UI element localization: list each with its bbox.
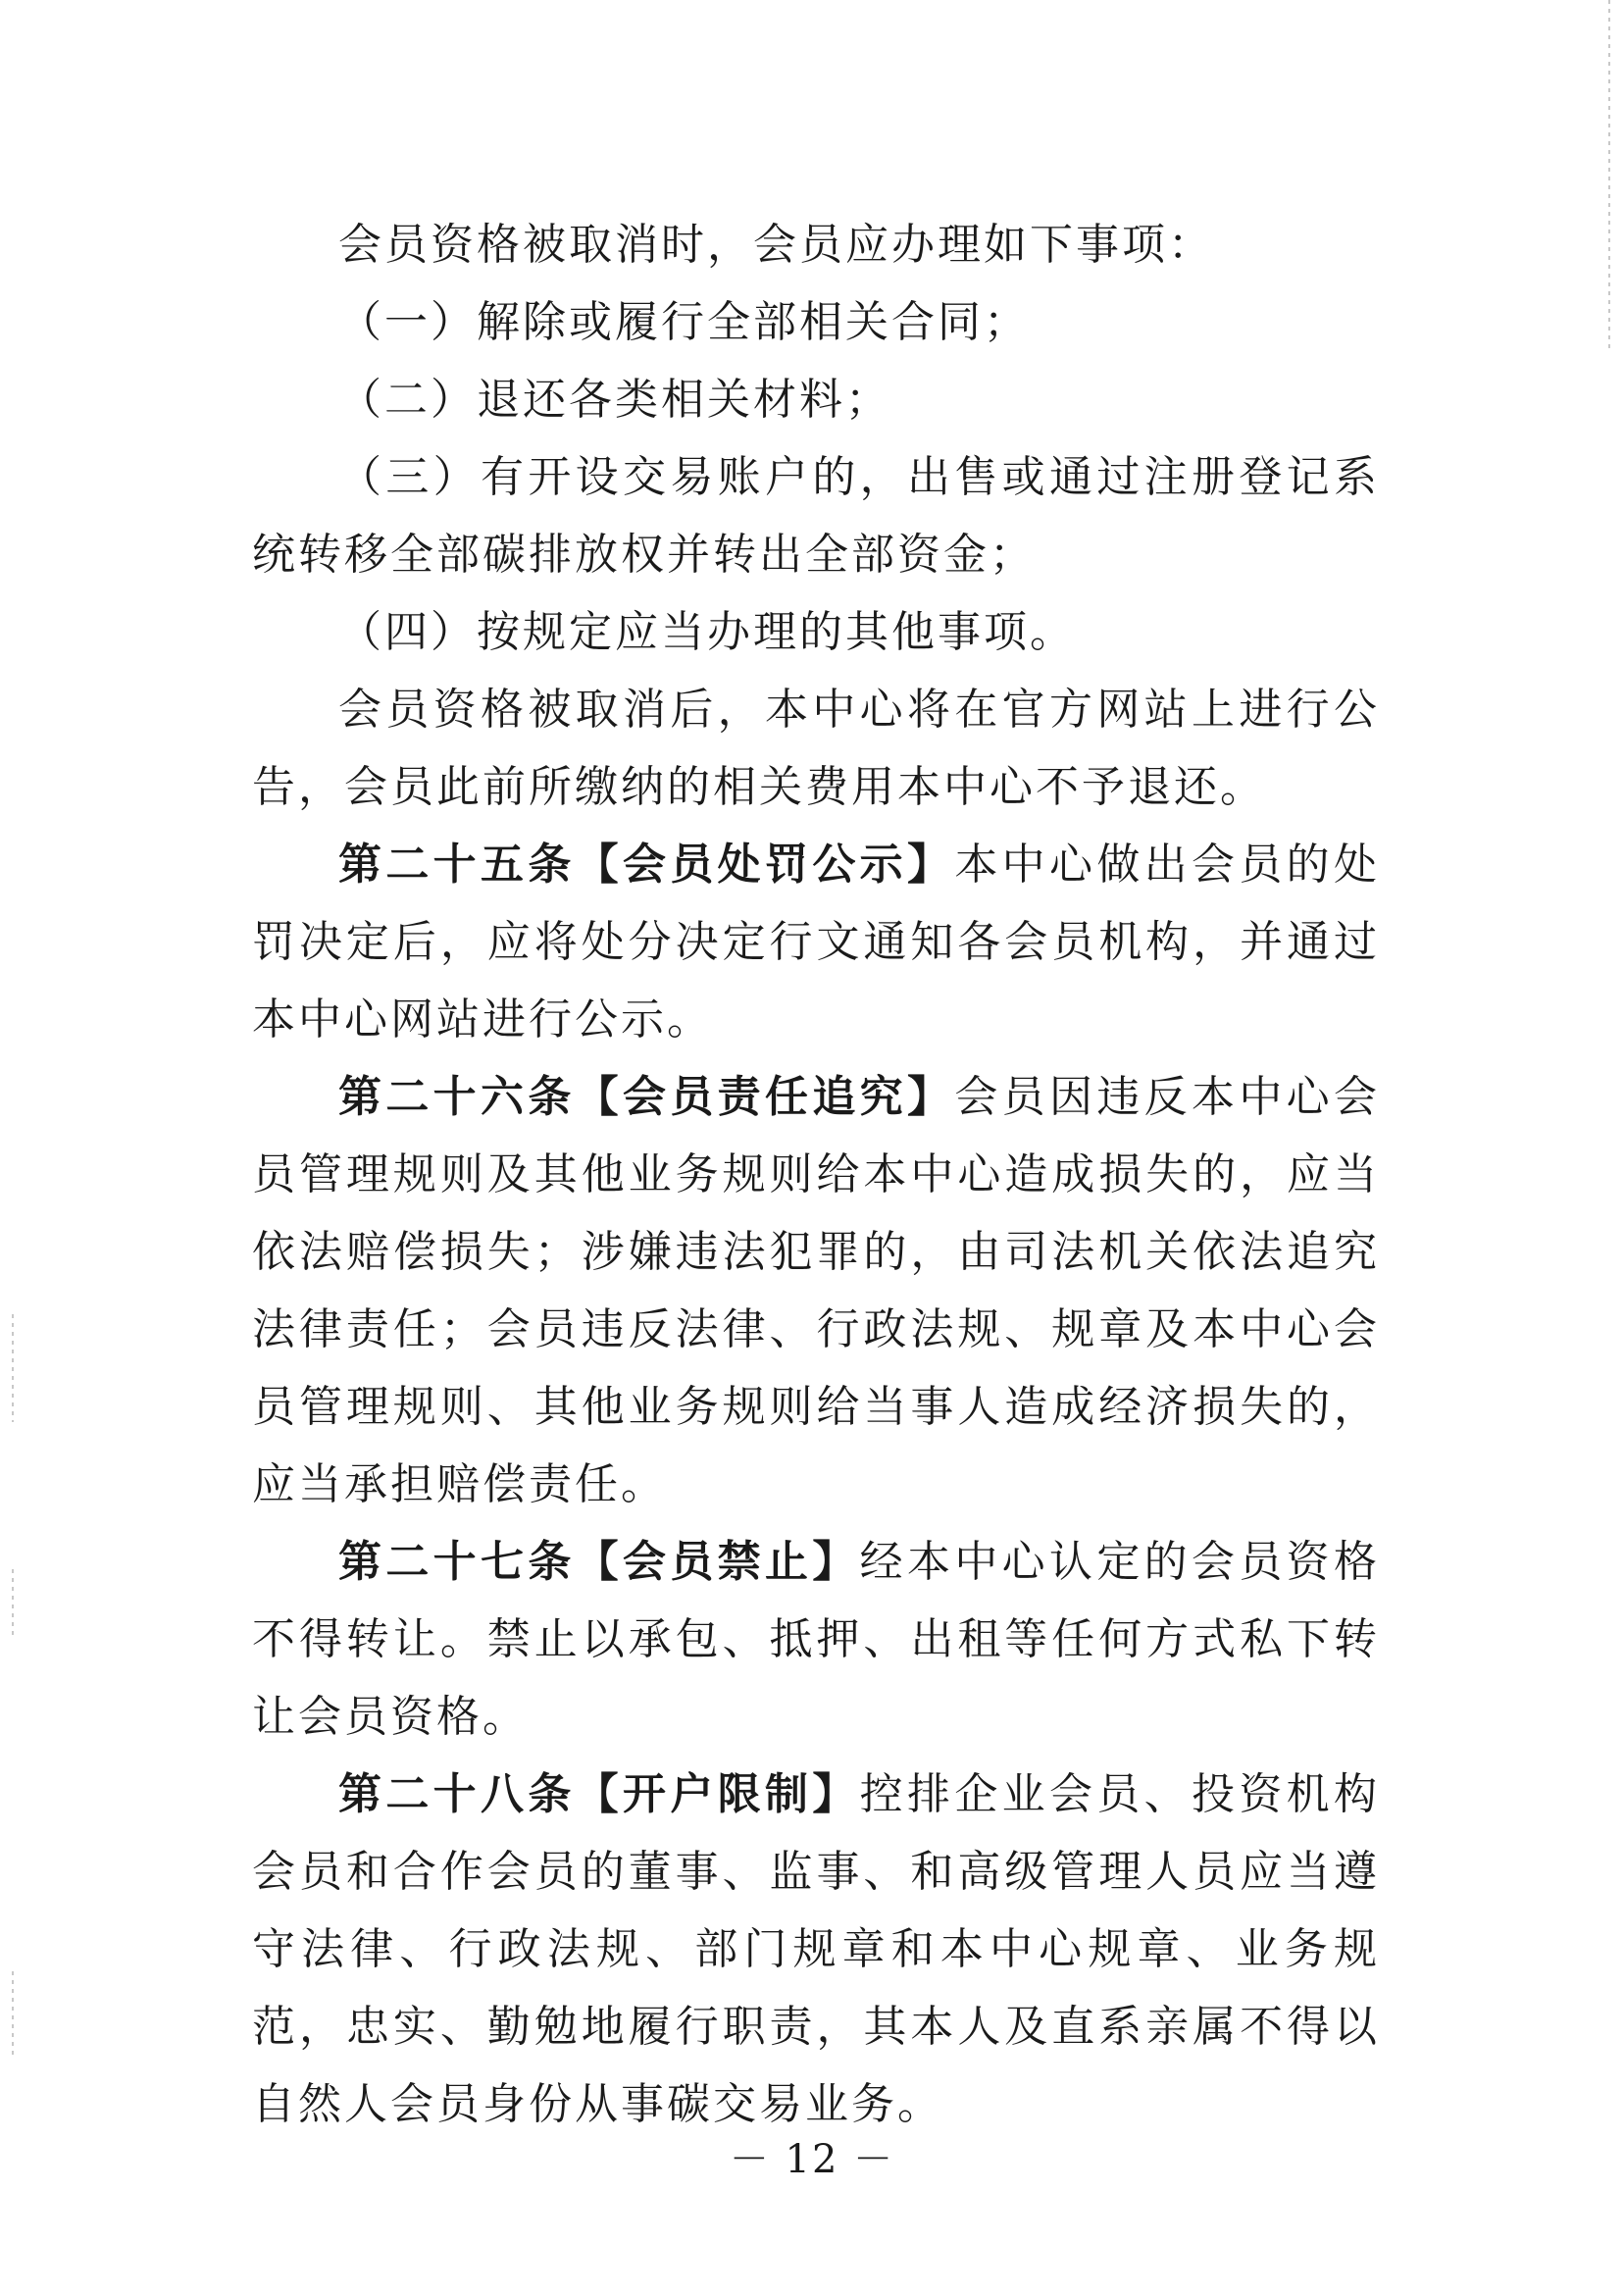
paragraph-text: 经本中心认定的会员资格不得转让。禁止以承包、抵押、出租等任何方式私下转让会员资格。	[252, 1537, 1381, 1742]
paragraph-text: 会员资格被取消后，本中心将在官方网站上进行公告，会员此前所缴纳的相关费用本中心不予退还。	[252, 685, 1380, 812]
scan-edge-mark	[12, 1314, 14, 1422]
paragraph-item-1	[252, 283, 1380, 361]
paragraph-text: 控排企业会员、投资机构会员和合作会员的董事、监事、和高级管理人员应当遵守法律、行政法规、部门规章和本中心规章、业务规范，忠实、勤勉地履行职责，其本人及直系亲属不得以自然人会员身份从事碳交易业务。	[252, 1769, 1381, 2129]
scan-edge-mark	[12, 1569, 14, 1638]
paragraph-text: 会员资格被取消时，会员应办理如下事项：	[338, 220, 1214, 270]
paragraph-item-2	[252, 361, 1380, 438]
article-title: 第二十五条【会员处罚公示】	[338, 840, 955, 890]
paragraph-text: （二）退还各类相关材料；	[338, 375, 891, 425]
page-number: － 12 －	[729, 2137, 895, 2182]
paragraph-text: 会员因违反本中心会员管理规则及其他业务规则给本中心造成损失的，应当依法赔偿损失；涉嫌违法犯罪的，由司法机关依法追究法律责任；会员违反法律、行政法规、规章及本中心会员管理规则、其他业务规则给当事人造成经济损失的，应当承担赔偿责任。	[252, 1072, 1381, 1509]
article-title: 第二十六条【会员责任追究】	[338, 1072, 955, 1122]
scan-edge-mark	[12, 1971, 14, 2060]
article-title: 第二十八条【开户限制】	[338, 1769, 860, 1819]
scan-edge-mark	[1608, 0, 1610, 353]
document-body	[252, 206, 1380, 2143]
paragraph-cancellation-intro	[252, 206, 1380, 283]
article-26	[252, 1058, 1380, 1523]
paragraph-item-4	[252, 593, 1380, 671]
paragraph-cancellation-notice	[252, 671, 1380, 826]
paragraph-text: （三）有开设交易账户的，出售或通过注册登记系统转移全部碳排放权并转出全部资金；	[252, 452, 1380, 580]
paragraph-text: （一）解除或履行全部相关合同；	[338, 297, 1030, 347]
paragraph-item-3	[252, 438, 1380, 593]
article-28	[252, 1756, 1380, 2143]
article-title: 第二十七条【会员禁止】	[338, 1537, 860, 1587]
article-27	[252, 1523, 1380, 1756]
article-25	[252, 826, 1380, 1058]
paragraph-text: （四）按规定应当办理的其他事项。	[338, 607, 1076, 657]
paragraph-text: 本中心做出会员的处罚决定后，应将处分决定行文通知各会员机构，并通过本中心网站进行公示。	[252, 840, 1381, 1045]
